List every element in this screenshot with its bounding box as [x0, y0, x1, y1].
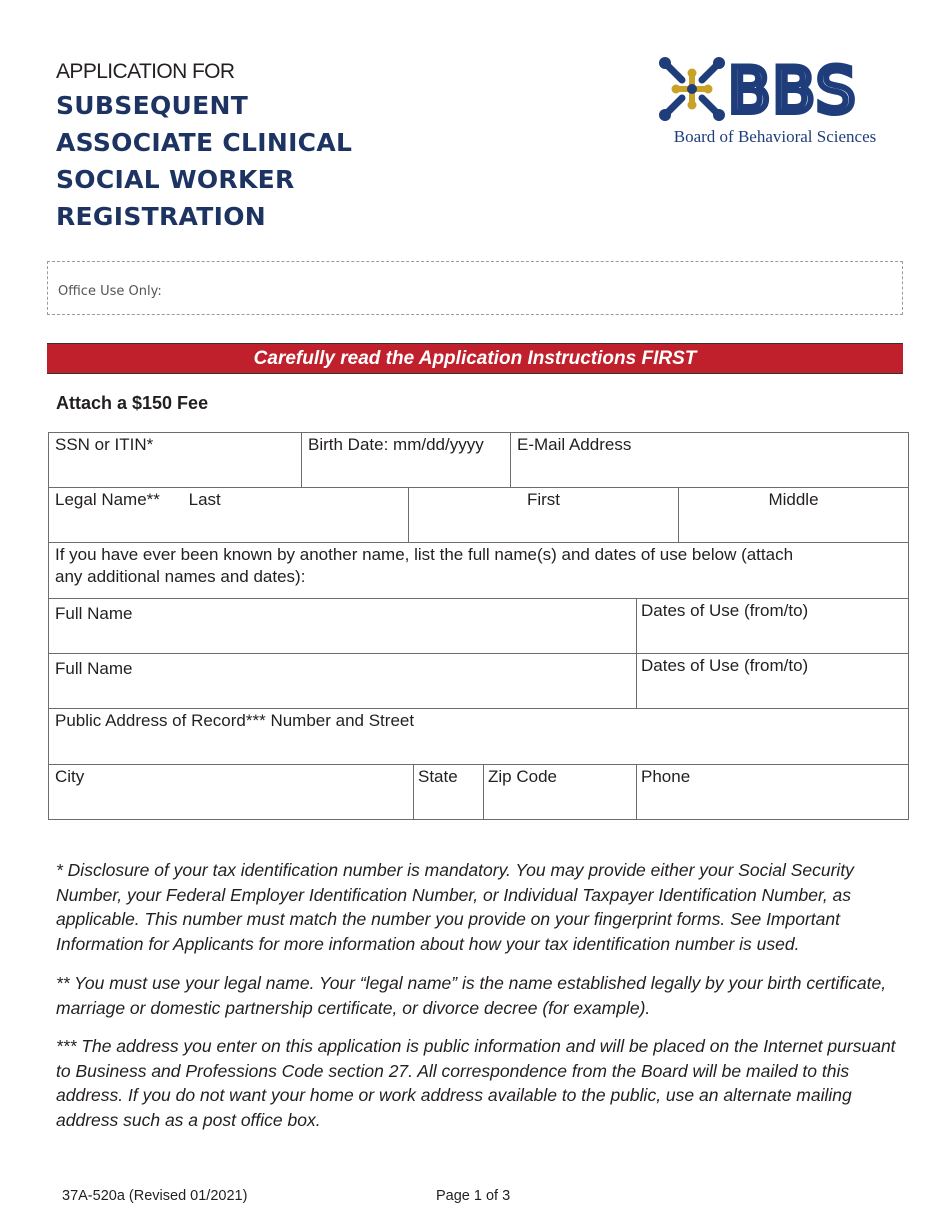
birth-date-label: Birth Date: mm/dd/yyyy: [308, 435, 484, 454]
last-name-label: Last: [188, 490, 221, 509]
dates-of-use-field-2[interactable]: [636, 653, 909, 709]
phone-field[interactable]: [636, 764, 909, 820]
tax-id-footnote: * Disclosure of your tax identification number is mandatory. You may provide either your Social Security Number, your Federal Employer Identification Number, or Individual Taxpayer Identification Number, as applicable. This number must match the number you provide on your fingerprint forms. See Important Information for Applicants for more information about how your tax identification number is used.: [56, 860, 854, 954]
address-footnote: *** The address you enter on this application is public information and will be placed on the Internet pursuant to Business and Professions Code section 27. All correspondence from the Board will be mailed to this address. If you do not want your home or work address available to the public, use an alternate mailing address such as a post office box.: [56, 1036, 896, 1130]
instructions-banner: Carefully read the Application Instructions FIRST: [47, 343, 903, 374]
email-label: E-Mail Address: [517, 435, 632, 454]
ssn-label: SSN or ITIN*: [55, 435, 154, 454]
middle-name-field[interactable]: [678, 487, 909, 543]
full-name-label: Full Name: [55, 659, 133, 678]
bbs-wordmark: BBS: [728, 56, 858, 127]
dates-of-use-label: Dates of Use (from/to): [641, 656, 809, 675]
legal-name-label: Legal Name**: [55, 490, 160, 509]
last-name-field[interactable]: [48, 487, 409, 543]
zip-code-label: Zip Code: [488, 767, 557, 786]
fee-heading: Attach a $150 Fee: [56, 393, 209, 413]
public-address-label: Public Address of Record*** Number and Street: [55, 711, 415, 730]
legal-name-footnote: ** You must use your legal name. Your “legal name” is the name established legally by your birth certificate, marriage or domestic partnership certificate, or divorce decree (for example).: [56, 973, 887, 1018]
bbs-emblem-icon: [659, 57, 725, 121]
first-name-field[interactable]: [408, 487, 679, 543]
zip-code-field[interactable]: [483, 764, 637, 820]
middle-name-label: Middle: [768, 490, 819, 509]
city-label: City: [55, 767, 85, 786]
phone-label: Phone: [641, 767, 691, 786]
city-field[interactable]: [48, 764, 414, 820]
state-field[interactable]: [413, 764, 484, 820]
title-line-2: ASSOCIATE CLINICAL: [56, 128, 353, 157]
office-use-label: Office Use Only:: [58, 284, 162, 299]
office-use-box: [47, 261, 903, 315]
other-names-instructions: If you have ever been known by another name, list the full name(s) and dates of use below (attach any additional names and dates):: [55, 545, 794, 586]
full-name-field-1[interactable]: [48, 598, 637, 654]
title-line-4: REGISTRATION: [56, 202, 266, 231]
title-line-3: SOCIAL WORKER: [56, 165, 295, 194]
public-address-field[interactable]: [48, 708, 909, 765]
ssn-field[interactable]: [48, 432, 302, 488]
page-number: Page 1 of 3: [436, 1188, 511, 1204]
other-names-instructions-cell: [48, 542, 909, 599]
logo-subtitle: Board of Behavioral Sciences: [673, 127, 877, 146]
form-number: 37A-520a (Revised 01/2021): [62, 1188, 248, 1204]
dates-of-use-label: Dates of Use (from/to): [641, 601, 809, 620]
dates-of-use-field-1[interactable]: [636, 598, 909, 654]
email-field[interactable]: [510, 432, 909, 488]
full-name-field-2[interactable]: [48, 653, 637, 709]
form-title: [56, 87, 352, 235]
full-name-label: Full Name: [55, 604, 133, 623]
state-label: State: [418, 767, 458, 786]
title-line-1: SUBSEQUENT: [56, 91, 249, 120]
application-for-label: APPLICATION FOR: [56, 60, 235, 83]
first-name-label: First: [526, 490, 561, 509]
birth-date-field[interactable]: [301, 432, 511, 488]
